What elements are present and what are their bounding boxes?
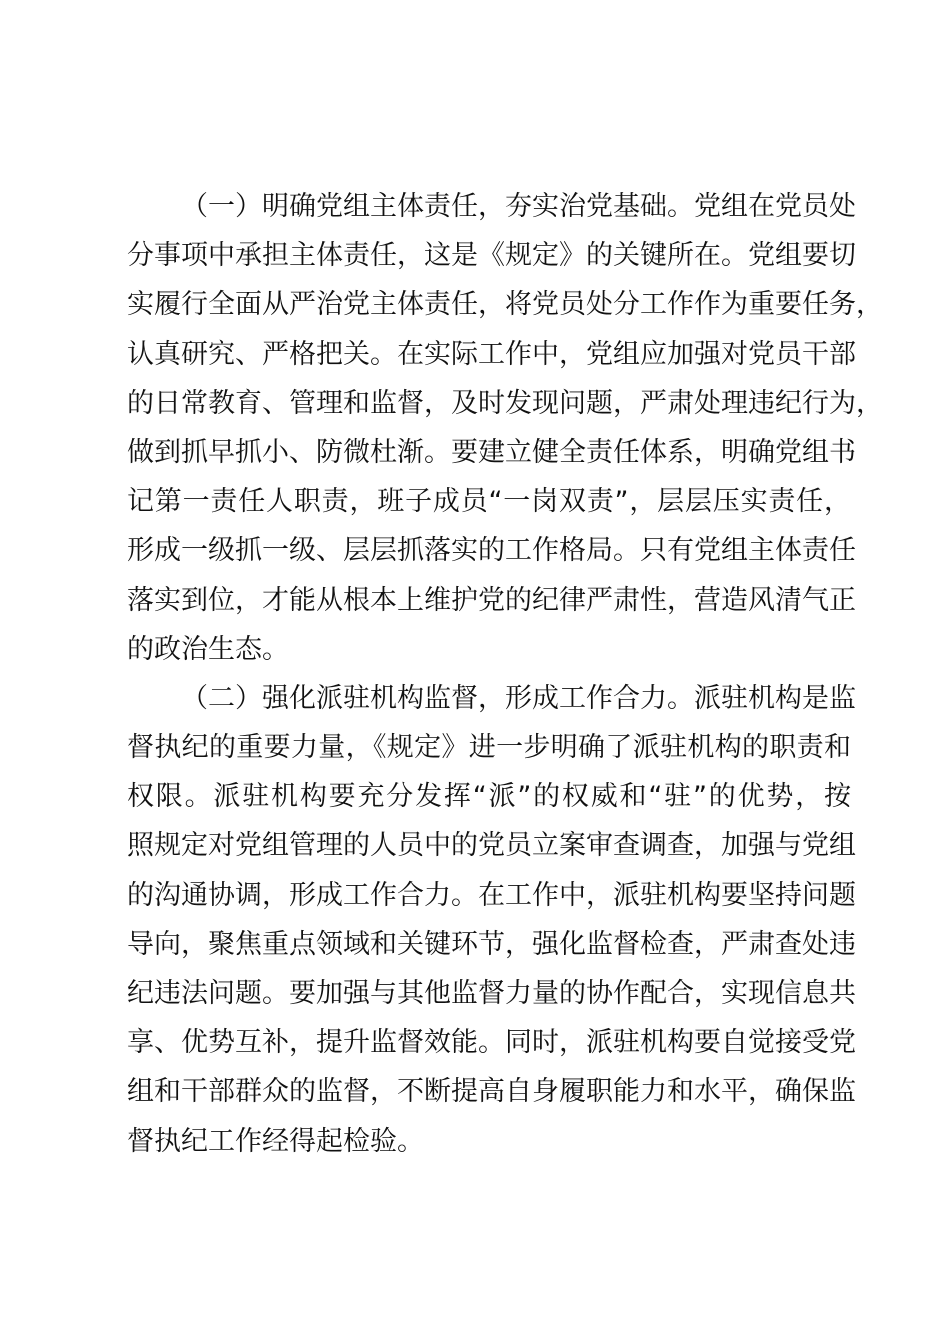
text-line: 做到抓早抓小、防微杜渐。要建立健全责任体系，明确党组书 <box>127 436 856 468</box>
text-line: 分事项中承担主体责任，这是《规定》的关键所在。党组要切 <box>127 240 856 272</box>
text-line: 照规定对党组管理的人员中的党员立案审查调查，加强与党组 <box>127 830 856 862</box>
text-line: 记第一责任人职责，班子成员“一岗双责”，层层压实责任， <box>127 486 851 518</box>
text-line: 导向，聚焦重点领域和关键环节，强化监督检查，严肃查处违 <box>127 928 856 960</box>
text-line: 督执纪的重要力量，《规定》进一步明确了派驻机构的职责和 <box>127 732 851 764</box>
document-body <box>127 182 883 1166</box>
text-line: 的政治生态。 <box>127 633 289 665</box>
text-line: 组和干部群众的监督，不断提高自身履职能力和水平，确保监 <box>127 1076 856 1108</box>
text-line: （一）明确党组主体责任，夯实治党基础。党组在党员处 <box>181 191 856 222</box>
text-line: 形成一级抓一级、层层抓落实的工作格局。只有党组主体责任 <box>127 535 856 567</box>
text-line: 督执纪工作经得起检验。 <box>127 1125 424 1157</box>
text-line: 纪违法问题。要加强与其他监督力量的协作配合，实现信息共 <box>127 978 856 1009</box>
text-line: 实履行全面从严治党主体责任，将党员处分工作作为重要任务， <box>127 289 883 321</box>
paragraph-1 <box>127 182 883 674</box>
text-line: 认真研究、严格把关。在实际工作中，党组应加强对党员干部 <box>127 338 856 370</box>
paragraph-2 <box>127 674 856 1166</box>
text-line: 的沟通协调，形成工作合力。在工作中，派驻机构要坚持问题 <box>127 879 856 911</box>
text-line: 落实到位，才能从根本上维护党的纪律严肃性，营造风清气正 <box>127 584 856 616</box>
text-line: （二）强化派驻机构监督，形成工作合力。派驻机构是监 <box>181 682 856 714</box>
text-line: 权限。派驻机构要充分发挥“派”的权威和“驻”的优势，按 <box>127 781 851 813</box>
text-line: 享、优势互补，提升监督效能。同时，派驻机构要自觉接受党 <box>127 1027 856 1059</box>
text-line: 的日常教育、管理和监督，及时发现问题，严肃处理违纪行为， <box>127 387 883 419</box>
